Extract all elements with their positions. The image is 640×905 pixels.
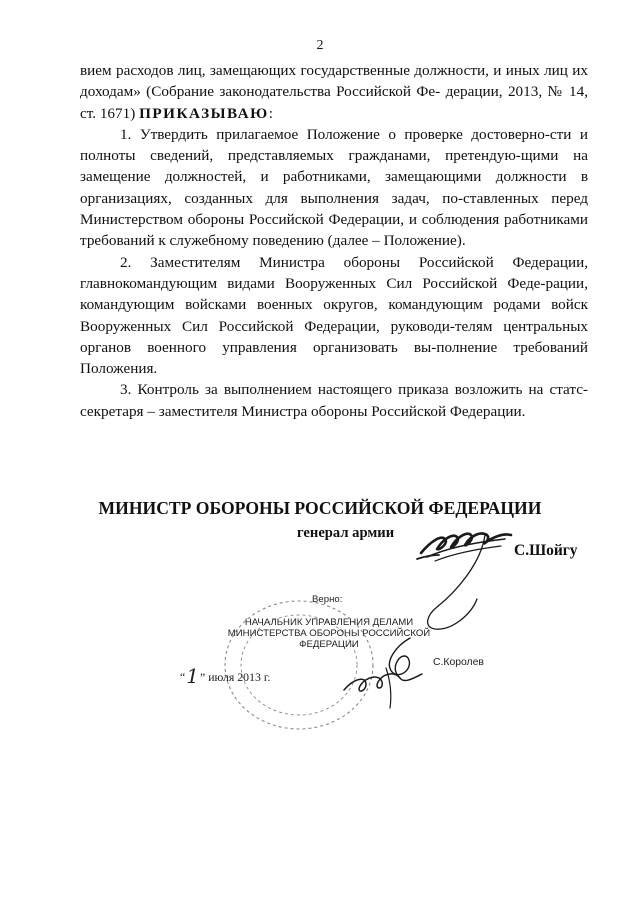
certification-position-line: НАЧАЛЬНИК УПРАВЛЕНИЯ ДЕЛАМИ xyxy=(244,617,414,628)
date-month-year: июля 2013 г. xyxy=(208,670,271,684)
order-item-3: 3. Контроль за выполнением настоящего приказа возложить на статс-секретаря – заместителя Министра обороны Российской Федерации. xyxy=(80,381,588,420)
order-word: ПРИКАЗЫВАЮ xyxy=(139,104,269,122)
order-item-1: 1. Утвердить прилагаемое Положение о проверке достоверно-сти и полноты сведений, представляемых гражданами, претендую-щими на замещение должностей, и работниками, замещающими должности в организациях, созданных для выполнения задач, по-ставленных перед Министерством обороны Российской Федерации, и соблюдения работниками требований к служебному поведению (далее – Положение). xyxy=(80,125,588,250)
page-number: 2 xyxy=(316,38,324,53)
document-body xyxy=(80,60,588,422)
intro-line: дерации, 2013, № 14, ст. 1671) xyxy=(80,83,588,122)
intro-line: вием расходов лиц, замещающих государственные должности, и xyxy=(80,62,502,79)
minister-title: МИНИСТР ОБОРОНЫ РОССИЙСКОЙ ФЕДЕРАЦИИ xyxy=(98,498,542,518)
date-close-quote: ” xyxy=(199,670,206,684)
certification-position-line: МИНИСТЕРСТВА ОБОРОНЫ РОССИЙСКОЙ ФЕДЕРАЦИИ xyxy=(227,628,431,650)
date-day: 1 xyxy=(186,664,199,688)
order-item-2: 2. Заместителям Министра обороны Российской Федерации, главнокомандующим видами Вооруженных Сил Российской Феде-рации, командующим войсками военных округов, командующим родами войск Вооруженных Сил Российской Федерации, руководи-телям центральных органов военного управления организовать вы-полнение требований Положения. xyxy=(80,253,588,378)
date-open-quote: “ xyxy=(180,670,186,684)
certifier-signature xyxy=(326,628,446,718)
order-colon: : xyxy=(268,104,273,122)
minister-name: С.Шойгу xyxy=(514,542,578,559)
minister-rank: генерал армии xyxy=(297,525,395,541)
intro-line: иных лиц их доходам» (Собрание законодательства Российской Фе- xyxy=(80,62,588,101)
certification-date xyxy=(180,664,270,688)
certification-label: Верно: xyxy=(312,594,343,605)
certifier-name: С.Королев xyxy=(433,657,484,668)
intro-paragraph xyxy=(80,60,588,124)
